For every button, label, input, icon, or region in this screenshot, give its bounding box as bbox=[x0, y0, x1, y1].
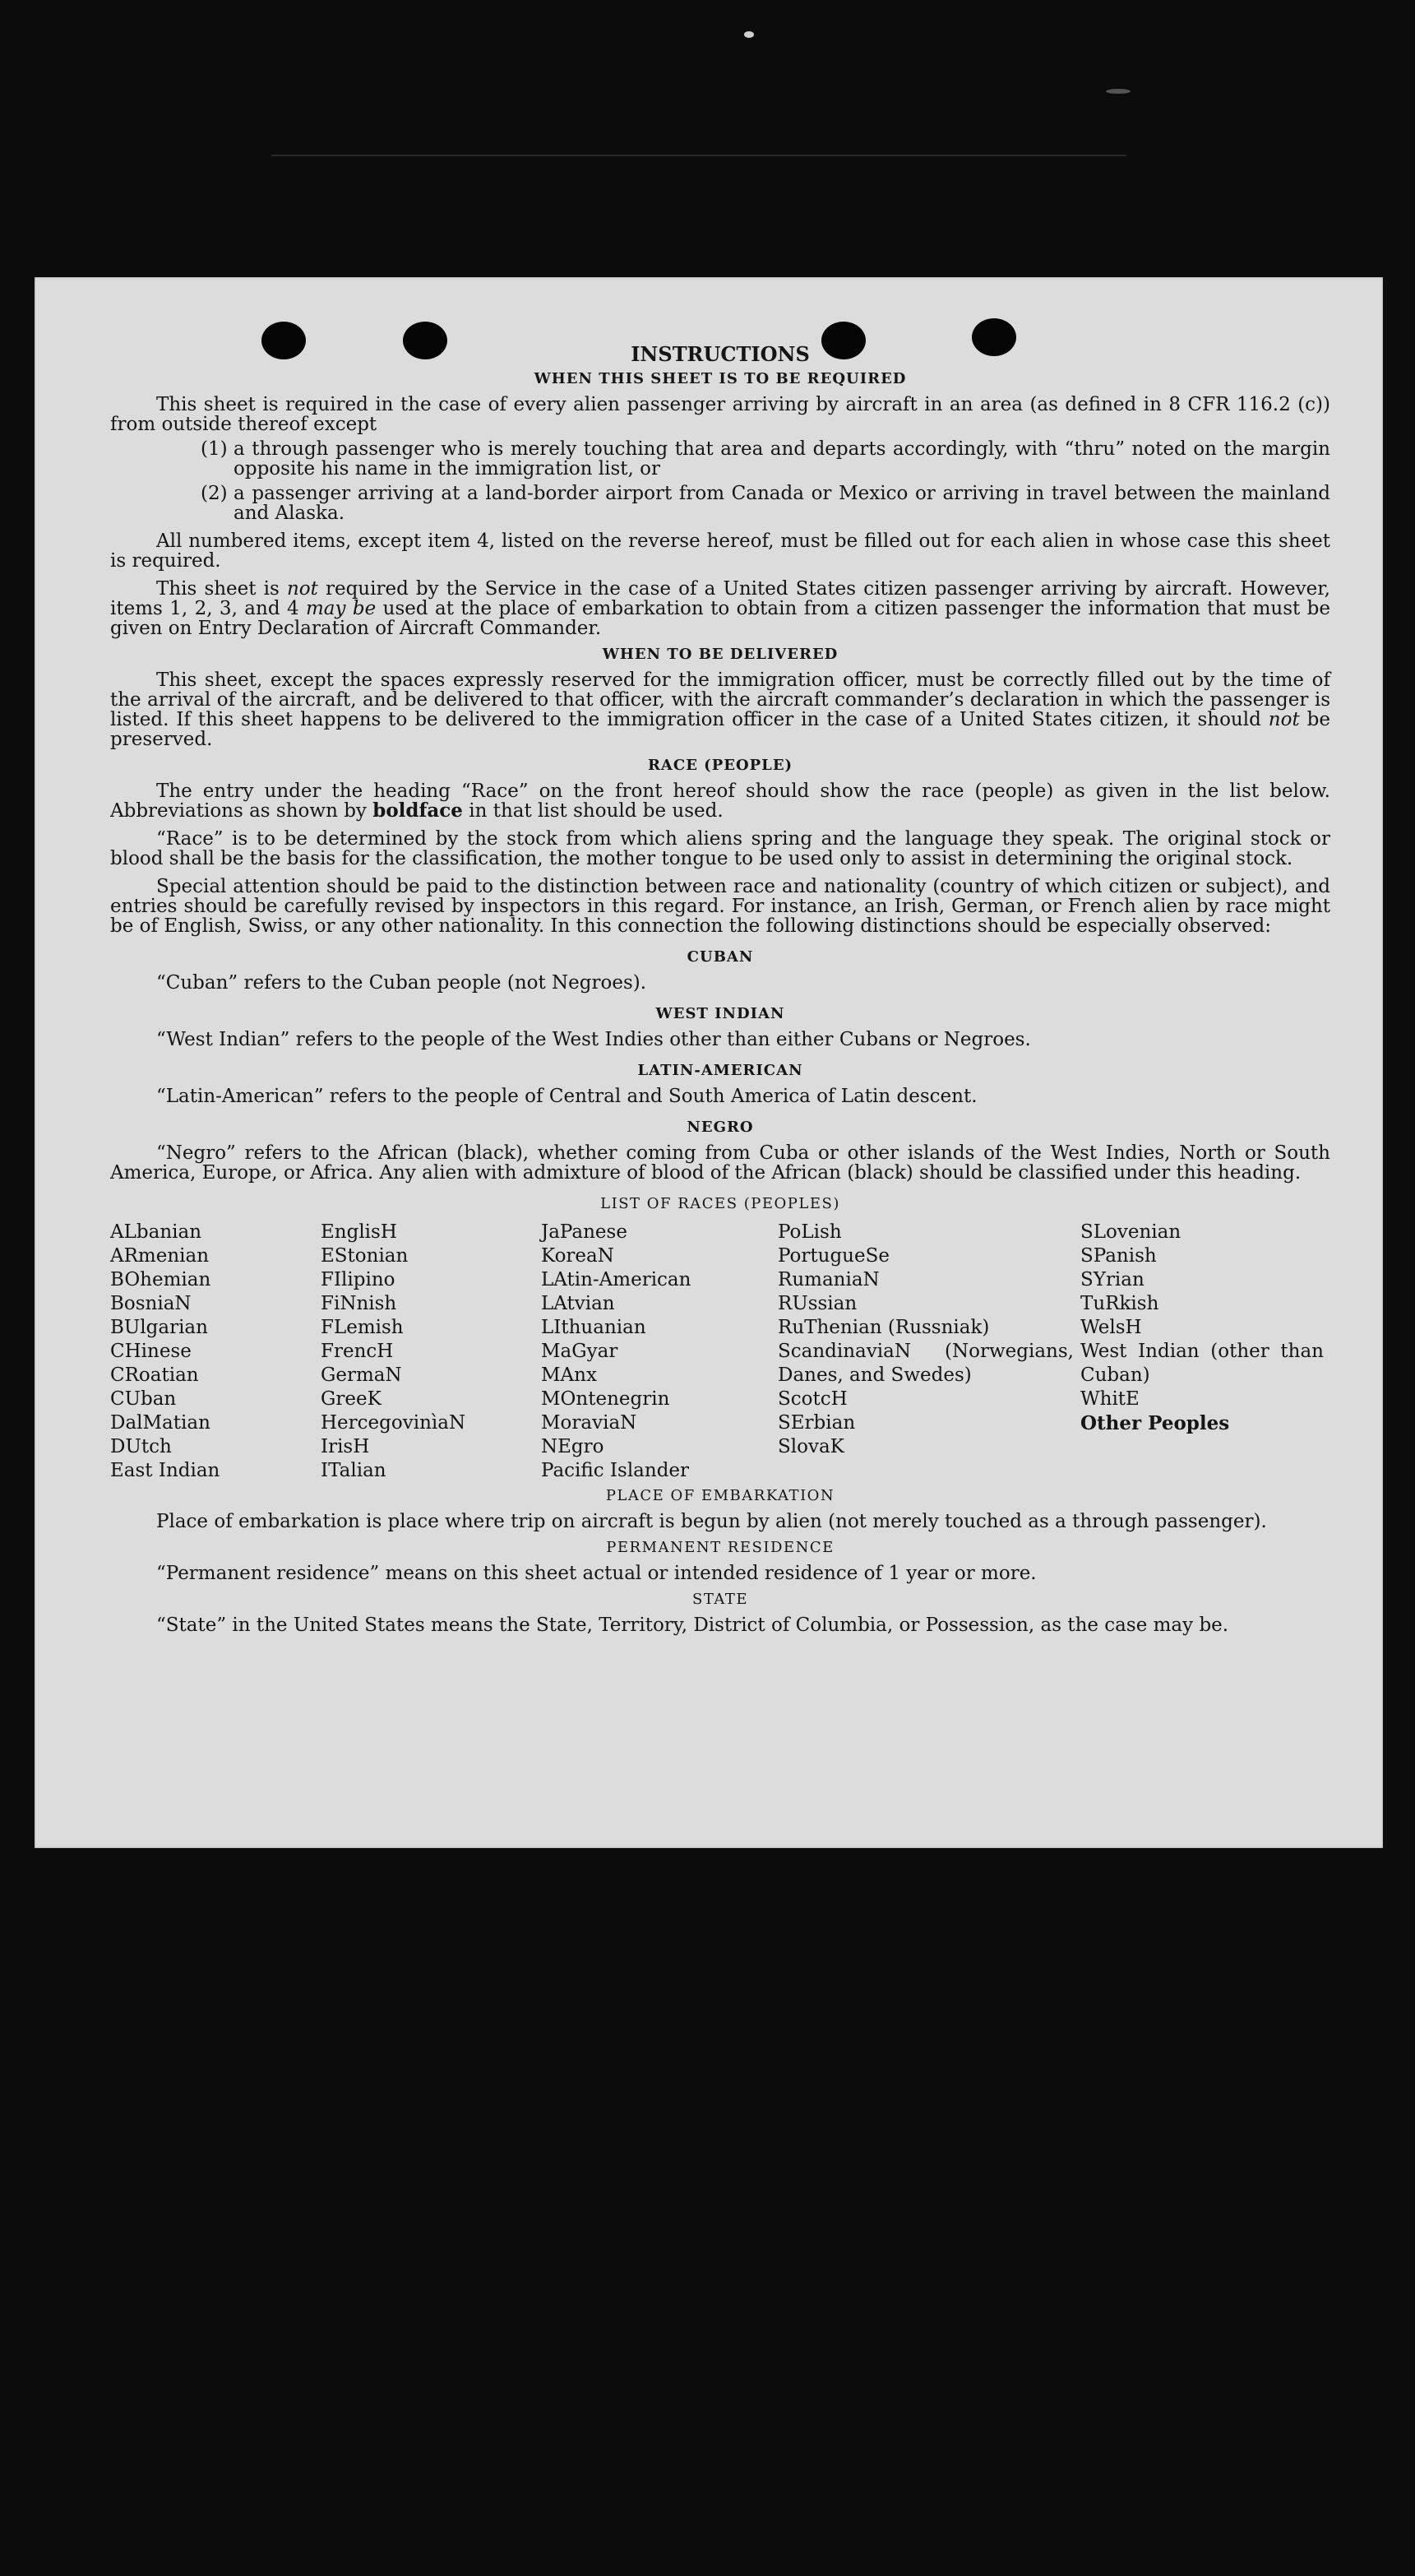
race-entry: JaPanese bbox=[541, 1221, 627, 1243]
race-entry: RUssian bbox=[778, 1293, 858, 1314]
races-column-5 bbox=[1080, 1221, 1330, 1483]
race-entry: BUlgarian bbox=[110, 1317, 208, 1338]
race-entry: LAtin-American bbox=[541, 1269, 691, 1290]
residence-heading: PERMANENT RESIDENCE bbox=[606, 1539, 835, 1556]
instruction-sheet bbox=[35, 277, 1383, 1848]
page-title: INSTRUCTIONS bbox=[631, 342, 810, 366]
race-entry: HercegovinìaN bbox=[321, 1412, 466, 1434]
race-entry: SErbian bbox=[778, 1412, 856, 1434]
race-entry: EStonian bbox=[321, 1245, 409, 1267]
race-entry: MOntenegrin bbox=[541, 1388, 670, 1410]
race-entry: BosniaN bbox=[110, 1293, 192, 1314]
race-entry: MoraviaN bbox=[541, 1412, 637, 1434]
exception-number: (2) bbox=[201, 483, 228, 504]
definition-heading-latin-american: LATIN-AMERICAN bbox=[637, 1062, 803, 1079]
races-column-1 bbox=[110, 1221, 321, 1483]
race-entry: LIthuanian bbox=[541, 1317, 646, 1338]
race-entry: PoLish bbox=[778, 1221, 842, 1243]
race-entry: ScotcH bbox=[778, 1388, 848, 1410]
race-entry: SYrian bbox=[1080, 1269, 1144, 1290]
race-entry: SlovaK bbox=[778, 1436, 844, 1457]
scan-artifact-line bbox=[271, 155, 1126, 156]
races-column-3 bbox=[541, 1221, 778, 1483]
race-entry: GreeK bbox=[321, 1388, 381, 1410]
race-entry: WhitE bbox=[1080, 1388, 1140, 1410]
sheet-content bbox=[110, 336, 1330, 1635]
exception-text: a through passenger who is merely touching that area and departs accordingly, with “thru” noted on the margin opposite his name in the immigration list, or bbox=[234, 438, 1330, 480]
races-list-heading: LIST OF RACES (PEOPLES) bbox=[600, 1195, 840, 1212]
intro-paragraph: This sheet is required in the case of every alien passenger arriving by aircraft in an area (as defined in 8 CFR 116.2 (c)) from outside thereof except bbox=[110, 394, 1330, 435]
race-entry: SPanish bbox=[1080, 1245, 1157, 1267]
race-entry: ITalian bbox=[321, 1460, 386, 1481]
scan-speck bbox=[744, 31, 754, 38]
race-entry: LAtvian bbox=[541, 1293, 615, 1314]
race-entry: WelsH bbox=[1080, 1317, 1142, 1338]
definition-heading-west-indian: WEST INDIAN bbox=[655, 1005, 785, 1022]
definition-text-west-indian: “West Indian” refers to the people of the West Indies other than either Cubans or Negroes. bbox=[156, 1029, 1031, 1050]
exception-text: a passenger arriving at a land-border airport from Canada or Mexico or arriving in travel between the mainland and Alaska. bbox=[234, 483, 1330, 524]
races-column-4 bbox=[778, 1221, 1080, 1483]
race-entry: FIlipino bbox=[321, 1269, 395, 1290]
delivery-paragraph: This sheet, except the spaces expressly reserved for the immigration officer, must be correctly filled out by the time of the arrival of the aircraft, and be delivered to that officer, with the aircraft commander’s declaration in which the passenger is listed. If this sheet happens to be delivered to the immigration officer in the case of a United States citizen, it should not be preserved. bbox=[110, 669, 1330, 750]
races-list bbox=[110, 1221, 1330, 1483]
race-entry: Pacific Islander bbox=[541, 1460, 690, 1481]
numbered-items-paragraph: All numbered items, except item 4, listed on the reverse hereof, must be filled out for each alien in whose case this sheet is required. bbox=[110, 530, 1330, 572]
race-entry: FiNnish bbox=[321, 1293, 397, 1314]
race-entry: TuRkish bbox=[1080, 1293, 1159, 1314]
race-entry: Other Peoples bbox=[1080, 1412, 1230, 1434]
state-heading: STATE bbox=[691, 1591, 748, 1608]
definition-heading-negro: NEGRO bbox=[687, 1119, 754, 1136]
embarkation-text: Place of embarkation is place where trip on aircraft is begun by alien (not merely touched as a through passenger). bbox=[156, 1511, 1267, 1532]
races-column-2 bbox=[321, 1221, 541, 1483]
residence-text: “Permanent residence” means on this sheet actual or intended residence of 1 year or more. bbox=[156, 1563, 1037, 1584]
race-entry: BOhemian bbox=[110, 1269, 211, 1290]
definition-heading-cuban: CUBAN bbox=[687, 948, 754, 966]
race-entry: FrencH bbox=[321, 1341, 394, 1362]
race-entry: ALbanian bbox=[110, 1221, 202, 1243]
exception-number: (1) bbox=[201, 438, 228, 460]
definition-text-cuban: “Cuban” refers to the Cuban people (not Negroes). bbox=[156, 972, 647, 994]
race-entry: CHinese bbox=[110, 1341, 192, 1362]
race-entry: PortugueSe bbox=[778, 1245, 890, 1267]
scan-speck bbox=[1106, 89, 1131, 94]
race-entry: MAnx bbox=[541, 1364, 597, 1386]
state-text: “State” in the United States means the State, Territory, District of Columbia, or Possession, as the case may be. bbox=[156, 1615, 1229, 1636]
race-entry: East Indian bbox=[110, 1460, 220, 1481]
definition-text-negro: “Negro” refers to the African (black), whether coming from Cuba or other islands of the West Indies, North or South America, Europe, or Africa. Any alien with admixture of blood of the African (black) should be classified under this heading. bbox=[110, 1142, 1330, 1184]
race-entry: SLovenian bbox=[1080, 1221, 1181, 1243]
race-entry: CRoatian bbox=[110, 1364, 199, 1386]
embarkation-heading: PLACE OF EMBARKATION bbox=[605, 1487, 835, 1504]
race-entry: RumaniaN bbox=[778, 1269, 880, 1290]
race-entry: FLemish bbox=[321, 1317, 404, 1338]
race-entry: RuThenian (Russniak) bbox=[778, 1317, 990, 1338]
race-paragraph: The entry under the heading “Race” on the front hereof should show the race (people) as given in the list below. Abbreviations as shown by boldface in that list should be used. bbox=[110, 781, 1330, 822]
section-heading-required: WHEN THIS SHEET IS TO BE REQUIRED bbox=[534, 370, 907, 387]
citizen-paragraph: This sheet is not required by the Service in the case of a United States citizen passenger arriving by aircraft. However, items 1, 2, 3, and 4 may be used at the place of embarkation to obtain from a citizen passenger the information that must be given on Entry Declaration of Aircraft Commander. bbox=[110, 578, 1330, 639]
section-heading-delivered: WHEN TO BE DELIVERED bbox=[602, 646, 839, 663]
section-heading-race: RACE (PEOPLE) bbox=[647, 757, 793, 774]
race-entry: DUtch bbox=[110, 1436, 172, 1457]
exception-item bbox=[201, 439, 1330, 479]
race-entry: NEgro bbox=[541, 1436, 604, 1457]
race-entry: West Indian (other than Cuban) bbox=[1080, 1341, 1324, 1386]
race-entry: MaGyar bbox=[541, 1341, 618, 1362]
race-entry: EnglisH bbox=[321, 1221, 397, 1243]
race-entry: DalMatian bbox=[110, 1412, 210, 1434]
race-entry: ScandinaviaN (Norwegians, Danes, and Swedes) bbox=[778, 1341, 1074, 1386]
race-entry: GermaN bbox=[321, 1364, 402, 1386]
definition-text-latin-american: “Latin-American” refers to the people of Central and South America of Latin descent. bbox=[156, 1086, 978, 1107]
race-paragraph: “Race” is to be determined by the stock from which aliens spring and the language they speak. The original stock or blood shall be the basis for the classification, the mother tongue to be used only to assist in determining the original stock. bbox=[110, 828, 1330, 869]
race-paragraph: Special attention should be paid to the distinction between race and nationality (country of which citizen or subject), and entries should be carefully revised by inspectors in this regard. For instance, an Irish, German, or French alien by race might be of English, Swiss, or any other nationality. In this connection the following distinctions should be especially observed: bbox=[110, 876, 1330, 937]
race-entry: IrisH bbox=[321, 1436, 370, 1457]
race-entry: ARmenian bbox=[110, 1245, 210, 1267]
race-entry: CUban bbox=[110, 1388, 177, 1410]
race-entry: KoreaN bbox=[541, 1245, 614, 1267]
exception-item bbox=[201, 484, 1330, 523]
